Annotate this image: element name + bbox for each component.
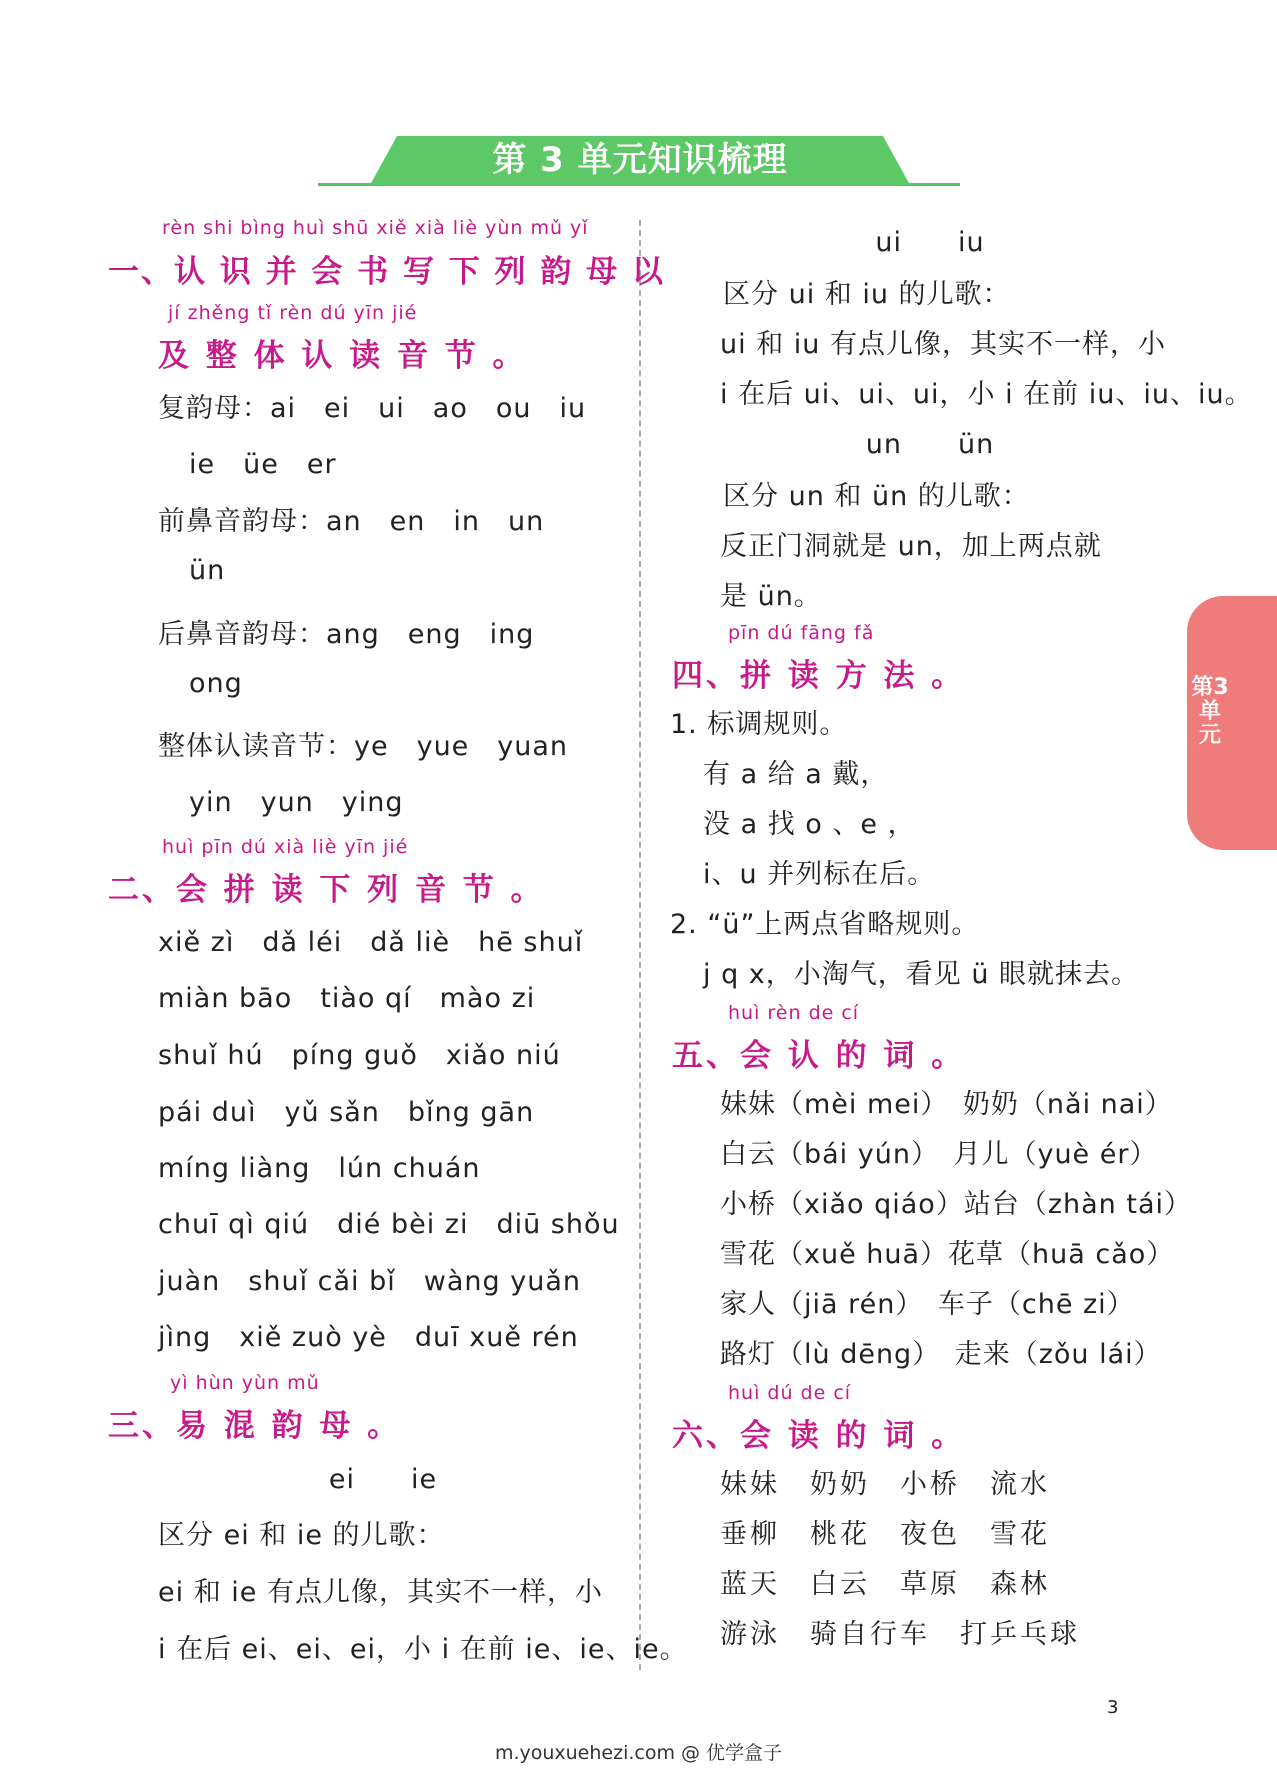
section-5-line: 白云（bái yún） 月儿（yuè ér） xyxy=(720,1139,1158,1170)
section-6-heading: 六、会 读 的 词 。 xyxy=(672,1418,966,1454)
section-4-pinyin: pīn dú fāng fǎ xyxy=(728,622,875,644)
section-3-line: ei 和 ie 有点儿像，其实不一样，小 xyxy=(158,1577,603,1608)
section-1-line: yin yun ying xyxy=(189,787,404,818)
section-5-pinyin: huì rèn de cí xyxy=(728,1002,860,1024)
section-3-line: ui 和 iu 有点儿像，其实不一样，小 xyxy=(720,329,1166,360)
section-6-line: 垂柳 桃花 夜色 雪花 xyxy=(720,1519,1050,1550)
section-4-line: 有 a 给 a 戴， xyxy=(703,759,889,790)
section-4-line: i、u 并列标在后。 xyxy=(703,859,936,890)
section-4-line: 2. “ü”上两点省略规则。 xyxy=(670,909,980,940)
section-1-pinyin-1: rèn shi bìng huì shū xiě xià liè yùn mǔ yǐ xyxy=(162,217,589,239)
section-1-line: 前鼻音韵母：an en in un xyxy=(158,506,545,537)
section-4-line: j q x，小淘气，看见 ü 眼就抹去。 xyxy=(703,959,1140,990)
unit-side-tab-label: 第3单元 xyxy=(1191,675,1229,748)
section-2-line: jìng xiě zuò yè duī xuě rén xyxy=(158,1322,579,1353)
section-3-pair-ui-iu: ui iu xyxy=(875,227,985,258)
section-4-line: 1. 标调规则。 xyxy=(670,709,848,740)
section-3-pinyin: yì hùn yùn mǔ xyxy=(170,1372,320,1394)
section-1-line: ie üe er xyxy=(189,449,337,480)
section-1-line: 后鼻音韵母：ang eng ing xyxy=(158,619,535,650)
section-5-line: 路灯（lù dēng） 走来（zǒu lái） xyxy=(720,1339,1162,1370)
section-3-line: 是 ün。 xyxy=(720,581,822,612)
section-2-line: míng liàng lún chuán xyxy=(158,1153,481,1184)
section-3-pair-ei-ie: ei ie xyxy=(328,1464,438,1495)
section-1-line: ün xyxy=(189,555,226,586)
section-2-heading: 二、会 拼 读 下 列 音 节 。 xyxy=(108,872,545,908)
section-1-line: 复韵母：ai ei ui ao ou iu xyxy=(158,393,587,424)
section-4-heading: 四、拼 读 方 法 。 xyxy=(672,658,966,694)
section-3-line: 区分 ui 和 iu 的儿歌： xyxy=(723,279,1011,310)
section-3-heading: 三、易 混 韵 母 。 xyxy=(108,1408,402,1444)
section-4-line: 没 a 找 o 、e ， xyxy=(703,809,916,840)
section-5-heading: 五、会 认 的 词 。 xyxy=(672,1038,966,1074)
section-5-line: 妹妹（mèi mei） 奶奶（nǎi nai） xyxy=(720,1089,1173,1120)
section-1-line: 整体认读音节：ye yue yuan xyxy=(158,731,569,762)
section-1-line: ong xyxy=(189,668,243,699)
section-6-line: 游泳 骑自行车 打乒乓球 xyxy=(720,1619,1080,1650)
section-1-pinyin-2: jí zhěng tǐ rèn dú yīn jié xyxy=(168,302,418,324)
footer-watermark: m.youxuehezi.com @ 优学盒子 xyxy=(494,1742,783,1764)
section-3-line: i 在后 ui、ui、ui，小 i 在前 iu、iu、iu。 xyxy=(720,379,1253,410)
section-6-pinyin: huì dú de cí xyxy=(728,1382,852,1404)
section-3-line: 反正门洞就是 un，加上两点就 xyxy=(720,531,1102,562)
section-5-line: 家人（jiā rén） 车子（chē zi） xyxy=(720,1289,1135,1320)
section-2-line: juàn shuǐ cǎi bǐ wàng yuǎn xyxy=(158,1266,581,1297)
section-1-heading-line-1: 一、认 识 并 会 书 写 下 列 韵 母 以 xyxy=(108,254,665,290)
section-3-pair-un-uen: un ün xyxy=(865,429,995,460)
section-3-line: 区分 ei 和 ie 的儿歌： xyxy=(158,1520,445,1551)
section-2-line: pái duì yǔ sǎn bǐng gān xyxy=(158,1097,535,1128)
section-2-pinyin: huì pīn dú xià liè yīn jié xyxy=(162,836,409,858)
page-number: 3 xyxy=(1107,1697,1119,1718)
section-2-line: shuǐ hú píng guǒ xiǎo niú xyxy=(158,1040,561,1071)
section-2-line: miàn bāo tiào qí mào zi xyxy=(158,983,536,1014)
section-5-line: 雪花（xuě huā）花草（huā cǎo） xyxy=(720,1239,1175,1270)
section-5-line: 小桥（xiǎo qiáo）站台（zhàn tái） xyxy=(720,1189,1192,1220)
section-6-line: 蓝天 白云 草原 森林 xyxy=(720,1569,1050,1600)
page-title: 第 3 单元知识梳理 xyxy=(492,140,788,180)
section-3-line: i 在后 ei、ei、ei，小 i 在前 ie、ie、ie。 xyxy=(158,1634,688,1665)
section-1-heading-line-2: 及 整 体 认 读 音 节 。 xyxy=(158,338,527,374)
column-divider xyxy=(639,220,641,1670)
section-2-line: chuī qì qiú dié bèi zi diū shǒu xyxy=(158,1209,620,1240)
section-6-line: 妹妹 奶奶 小桥 流水 xyxy=(720,1469,1050,1500)
section-2-line: xiě zì dǎ léi dǎ liè hē shuǐ xyxy=(158,927,584,958)
section-3-line: 区分 un 和 ün 的儿歌： xyxy=(723,481,1030,512)
